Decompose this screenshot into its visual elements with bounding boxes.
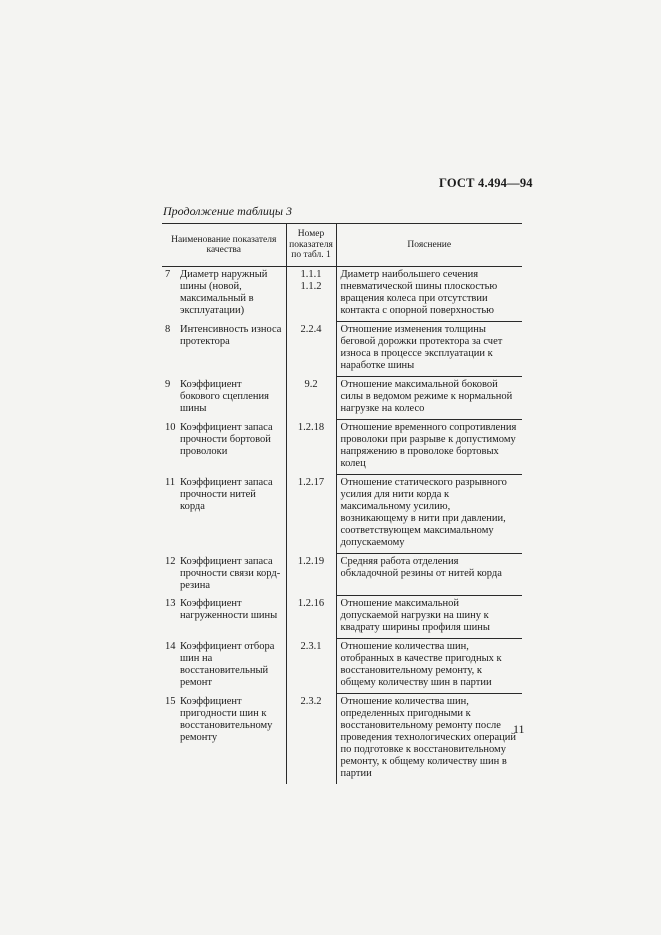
indicator-ref: 1.2.16 <box>286 596 336 639</box>
table-row <box>162 267 522 322</box>
table-row <box>162 377 522 420</box>
row-number: 10 <box>165 421 176 433</box>
indicator-ref: 2.3.1 <box>286 639 336 694</box>
indicator-name: Интенсивность износа протектора <box>180 323 282 347</box>
row-number: 13 <box>165 597 176 609</box>
indicator-name: Коэффициент запаса прочности нитей корда <box>180 476 273 512</box>
row-number: 11 <box>165 476 176 488</box>
indicator-name: Коэффициент запаса прочности связи корд-резина <box>180 555 281 591</box>
indicator-explanation: Диаметр наибольшего сечения пневматической шины плоскостью вращения колеса при отсутствии контакта с опорной поверхностью <box>336 267 522 322</box>
indicator-explanation: Отношение временного сопротивления проволоки при разрыве к допустимому напряжению в проволоке бортовых колец <box>336 420 522 475</box>
indicator-name: Диаметр наружный шины (новой, максимальный в эксплуатации) <box>180 269 268 316</box>
row-number: 14 <box>165 640 176 652</box>
page-number: 11 <box>513 722 525 736</box>
table-caption: Продолжение таблицы 3 <box>163 204 293 218</box>
table-row <box>162 475 522 554</box>
row-number: 8 <box>165 323 171 335</box>
table-header-row <box>162 224 522 267</box>
indicator-name: Коэффициент запаса прочности бортовой проволоки <box>180 421 273 457</box>
indicator-ref: 1.2.19 <box>286 554 336 596</box>
indicator-name: Коэффициент пригодности шин к восстановительному ремонту <box>180 695 273 743</box>
table-row <box>162 554 522 596</box>
column-header-number: Номер показателя по табл. 1 <box>286 224 336 267</box>
indicator-explanation: Средняя работа отделения обкладочной резины от нитей корда <box>336 554 522 596</box>
indicator-explanation: Отношение статического разрывного усилия для нити корда к максимальному усилию, возникающему в нити при давлении, соответствующем максимальному допускаемому <box>336 475 522 554</box>
indicator-ref: 2.2.4 <box>286 322 336 377</box>
quality-indicators-table <box>162 223 522 779</box>
indicator-ref-line: 1.1.1 <box>300 269 322 280</box>
indicator-name: Коэффициент отбора шин на восстановительный ремонт <box>180 640 275 688</box>
column-header-explanation: Пояснение <box>336 224 522 267</box>
indicator-ref: 2.3.2 <box>286 694 336 785</box>
table-row <box>162 639 522 694</box>
indicator-explanation: Отношение максимальной боковой силы в ведомом режиме к нормальной нагрузке на колесо <box>336 377 522 420</box>
row-number: 15 <box>165 695 176 707</box>
table-row <box>162 694 522 785</box>
indicator-name: Коэффициент нагруженности шины <box>180 597 278 621</box>
indicator-ref: 1.2.18 <box>286 420 336 475</box>
document-code: ГОСТ 4.494—94 <box>439 176 533 190</box>
table-row <box>162 596 522 639</box>
table-row <box>162 322 522 377</box>
row-number: 12 <box>165 555 176 567</box>
indicator-explanation: Отношение максимальной допускаемой нагрузки на шину к квадрату ширины профиля шины <box>336 596 522 639</box>
table-row <box>162 420 522 475</box>
row-number: 9 <box>165 378 171 390</box>
indicator-ref: 1.2.17 <box>286 475 336 554</box>
indicator-name: Коэффициент бокового сцепления шины <box>180 378 269 414</box>
indicator-ref-line: 1.1.2 <box>300 281 322 292</box>
indicator-explanation: Отношение количества шин, определенных пригодными к восстановительному ремонту после проведения технологических операций по подготовке к восстановительному ремонту, к общему количеству шин в партии <box>336 694 522 785</box>
row-number: 7 <box>165 269 171 280</box>
indicator-ref <box>286 267 336 322</box>
indicator-ref: 9.2 <box>286 377 336 420</box>
indicator-explanation: Отношение изменения толщины беговой дорожки протектора за счет износа в процессе эксплуатации к наработке шины <box>336 322 522 377</box>
column-header-name: Наименование показателя качества <box>162 224 286 267</box>
indicator-explanation: Отношение количества шин, отобранных в качестве пригодных к восстановительному ремонту, к общему количеству шин в партии <box>336 639 522 694</box>
